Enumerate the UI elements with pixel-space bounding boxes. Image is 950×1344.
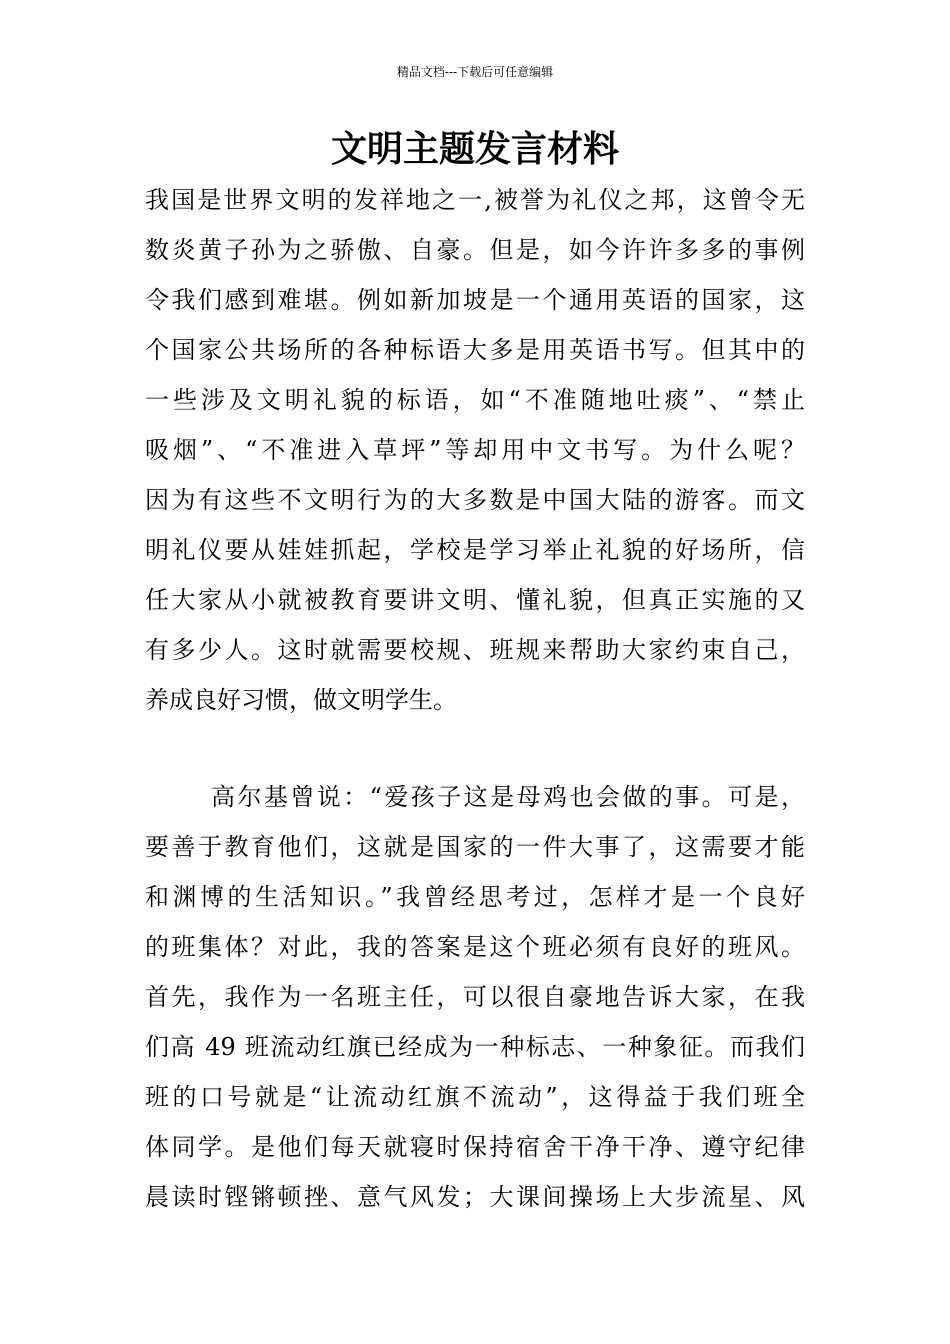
text-line: 晨读时铿锵顿挫、意气风发；大课间操场上大步流星、风 — [145, 1183, 805, 1211]
paragraph-1 — [145, 175, 805, 725]
text-line: 我国是世界文明的发祥地之一,被誉为礼仪之邦，这曾令无 — [145, 186, 805, 214]
text-line: 养成良好习惯，做文明学生。 — [145, 686, 457, 714]
text-line: 首先，我作为一名班主任，可以很自豪地告诉大家，在我 — [145, 983, 805, 1011]
page-header: 精品文档---下载后可任意编辑 — [396, 65, 554, 79]
paragraph-2 — [145, 772, 805, 1222]
text-line: 令我们感到难堪。例如新加坡是一个通用英语的国家，这 — [145, 286, 805, 314]
text-line: 们高 49 班流动红旗已经成为一种标志、一种象征。而我们 — [145, 1033, 805, 1061]
document-title: 文明主题发言材料 — [330, 129, 619, 170]
text-line: 吸烟”、“不准进入草坪”等却用中文书写。为什么呢？ — [145, 436, 805, 464]
text-line: 个国家公共场所的各种标语大多是用英语书写。但其中的 — [145, 336, 805, 364]
text-line: 有多少人。这时就需要校规、班规来帮助大家约束自己， — [145, 636, 805, 664]
text-line: 明礼仪要从娃娃抓起，学校是学习举止礼貌的好场所，信 — [145, 536, 805, 564]
text-line: 因为有这些不文明行为的大多数是中国大陆的游客。而文 — [145, 486, 805, 514]
text-line: 一些涉及文明礼貌的标语，如“不准随地吐痰”、“禁止 — [145, 386, 805, 414]
text-line: 体同学。是他们每天就寝时保持宿舍干净干净、遵守纪律 — [145, 1133, 805, 1161]
text-line: 任大家从小就被教育要讲文明、懂礼貌，但真正实施的又 — [145, 586, 805, 614]
text-line: 的班集体？对此，我的答案是这个班必须有良好的班风。 — [145, 933, 805, 961]
text-line: 数炎黄子孙为之骄傲、自豪。但是，如今许许多多的事例 — [145, 236, 805, 264]
text-line: 和渊博的生活知识。”我曾经思考过，怎样才是一个良好 — [145, 883, 805, 911]
text-line: 班的口号就是“让流动红旗不流动”，这得益于我们班全 — [145, 1083, 805, 1111]
text-line: 要善于教育他们，这就是国家的一件大事了，这需要才能 — [145, 833, 805, 861]
text-line: 高尔基曾说：“爱孩子这是母鸡也会做的事。可是， — [211, 783, 805, 811]
